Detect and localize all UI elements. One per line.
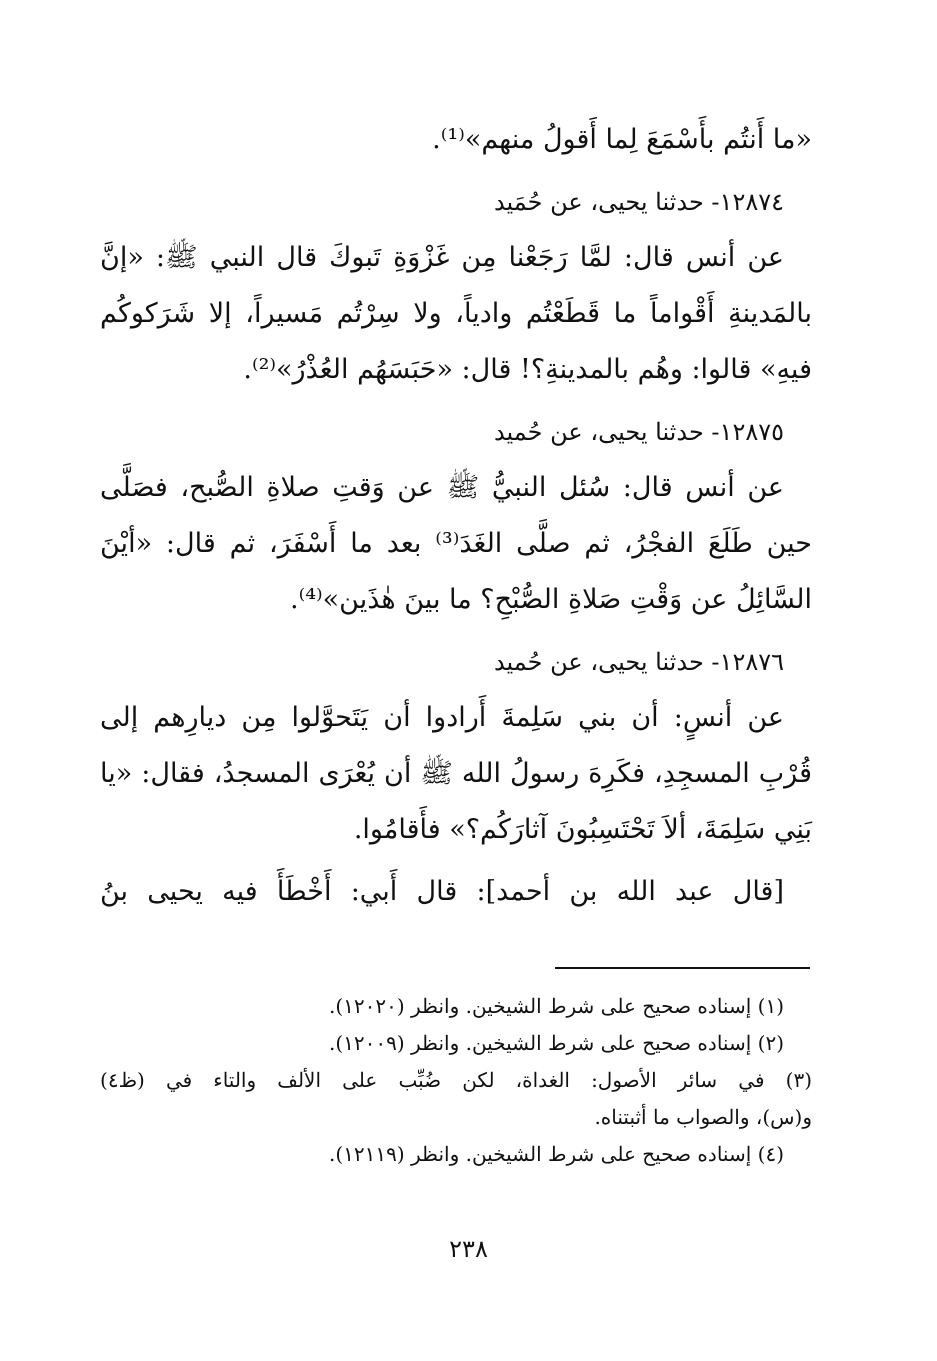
hadith-12876	[100, 634, 812, 858]
footnote-4: (٤) إسناده صحيح على شرط الشيخين. وانظر (١٢١١٩).	[328, 1142, 784, 1166]
abdullah-note	[100, 864, 812, 920]
hadith-heading: ١٢٨٧٥- حدثنا يحيى، عن حُميد	[493, 418, 784, 446]
text-line: [قال عبد الله بن أحمد]: قال أَبي: أَخْطَأَ فيه يحيى بنُ	[100, 876, 784, 907]
intro-block	[100, 112, 812, 168]
text-line: السَّائِلُ عن وَقْتِ صَلاةِ الصُّبْحِ؟ ما بينَ هٰذَين»⁽⁴⁾.	[289, 584, 812, 615]
footnotes	[100, 988, 812, 1173]
hadith-12875	[100, 404, 812, 628]
footnote-separator	[555, 967, 810, 969]
footnote-3-continued: و(س)، والصواب ما أثبتناه.	[594, 1105, 812, 1129]
text-line: عن أنس قال: سُئل النبيُّ ﷺ عن وَقتِ صلاةِ الصُّبح، فصَلَّى	[100, 472, 784, 503]
text-line: عن أنسٍ: أن بني سَلِمةَ أَرادوا أن يَتَحوَّلوا مِن ديارِهم إلى	[100, 702, 784, 733]
text-line: حين طَلَعَ الفجْرُ، ثم صلَّى الغَدَ⁽³⁾ بعد ما أَسْفَرَ، ثم قال: «أيْنَ	[100, 528, 812, 559]
hadith-heading: ١٢٨٧٤- حدثنا يحيى، عن حُمَيد	[493, 188, 784, 216]
footnote-2: (٢) إسناده صحيح على شرط الشيخين. وانظر (١٢٠٠٩).	[328, 1031, 784, 1055]
main-text	[100, 112, 812, 926]
text-line: بَنِي سَلِمَةَ، ألاَ تَحْتَسِبُونَ آثارَكُم؟» فأَقامُوا.	[353, 814, 812, 845]
hadith-12874	[100, 174, 812, 398]
text-line: «ما أَنتُم بأَسْمَعَ لِما أَقولُ منهم»⁽¹⁾.	[432, 124, 812, 155]
text-line: فيهِ» قالوا: وهُم بالمدينةِ؟! قال: «حَبَسَهُم العُذْرُ»⁽²⁾.	[243, 354, 812, 385]
text-line: قُرْبِ المسجِدِ، فكَرِهَ رسولُ الله ﷺ أن يُعْرَى المسجدُ، فقال: «يا	[100, 758, 812, 789]
page-number: ٢٣٨	[449, 1235, 488, 1263]
hadith-heading: ١٢٨٧٦- حدثنا يحيى، عن حُميد	[493, 648, 784, 676]
text-line: بالمَدينةِ أَقْواماً ما قَطَعْتُم وادياً، ولا سِرْتُم مَسيراً، إلا شَرَكوكُم	[100, 298, 812, 329]
footnote-1: (١) إسناده صحيح على شرط الشيخين. وانظر (١٢٠٢٠).	[328, 994, 784, 1018]
text-line: عن أنس قال: لمَّا رَجَعْنا مِن غَزْوَةِ تَبوكَ قال النبي ﷺ: «إنَّ	[100, 242, 784, 273]
footnote-3: (٣) في سائر الأصول: الغداة، لكن ضُبِّب على الألف والتاء في (ظ٤)	[100, 1068, 812, 1092]
